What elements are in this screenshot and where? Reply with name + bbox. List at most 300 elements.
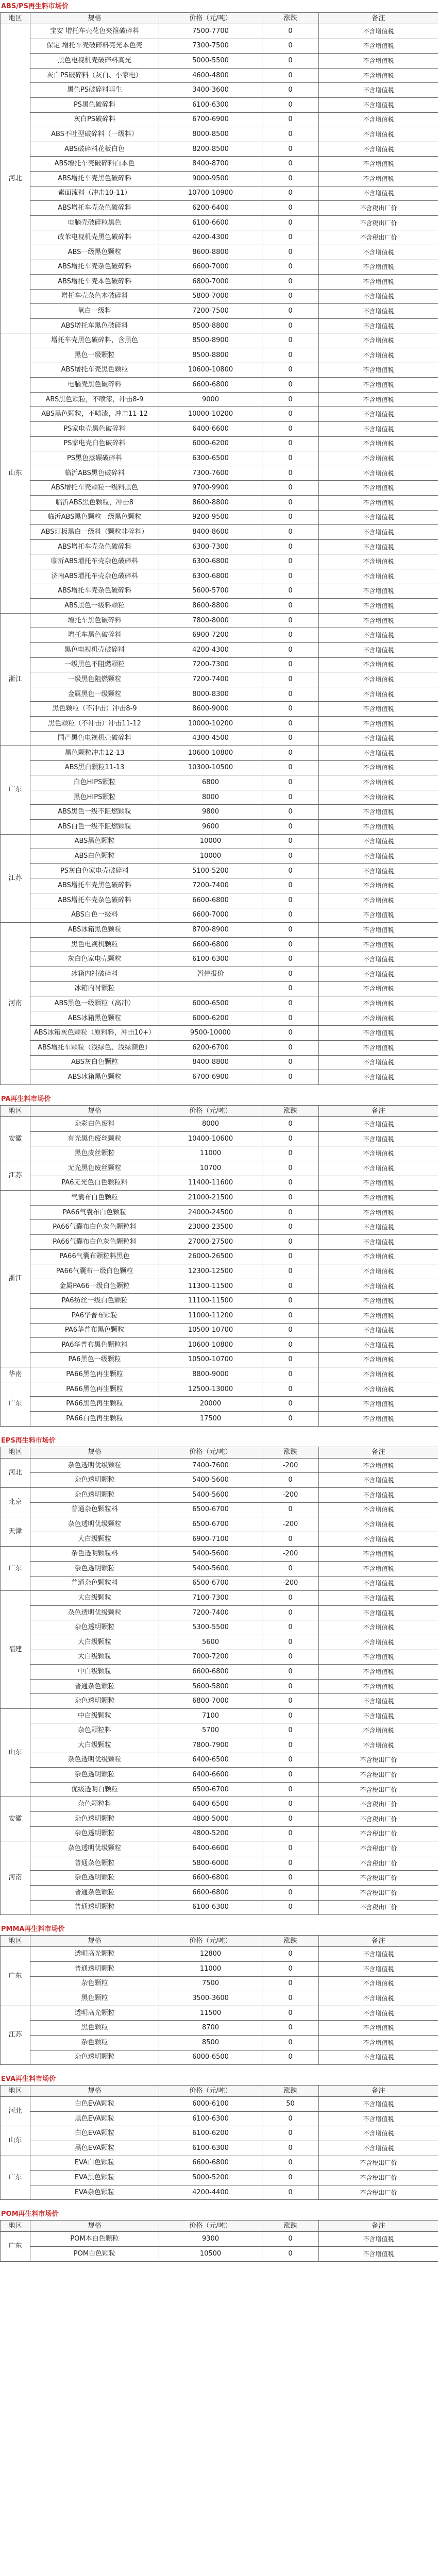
table-row xyxy=(1,1131,438,1146)
price-cell: 10500-10700 xyxy=(159,1352,262,1367)
price-cell: 10000-10200 xyxy=(159,716,262,731)
spec-cell: PS家电壳黑色破碎料 xyxy=(30,422,159,437)
note-cell: 不含税出厂价 xyxy=(319,1900,438,1915)
price-cell: 26000-26500 xyxy=(159,1249,262,1264)
price-cell: 6800-7000 xyxy=(159,1694,262,1709)
region-cell: 广东 xyxy=(1,1947,30,2006)
spec-cell: 杂色颗粒料 xyxy=(30,1797,159,1812)
price-cell: 8400-8600 xyxy=(159,525,262,540)
note-cell: 不含增值税 xyxy=(319,481,438,496)
change-cell: 0 xyxy=(262,2171,319,2185)
change-cell: 0 xyxy=(262,1694,319,1709)
change-cell: 0 xyxy=(262,599,319,614)
change-cell: 0 xyxy=(262,775,319,790)
table-row xyxy=(1,1040,438,1055)
spec-cell: ABS冰箱黑色颗粒 xyxy=(30,1011,159,1026)
price-cell: 6600-6800 xyxy=(159,893,262,908)
price-cell: 4800-5000 xyxy=(159,1812,262,1827)
region-cell: 山东 xyxy=(1,2126,30,2156)
note-cell: 不含增值税 xyxy=(319,436,438,451)
spec-cell: 临沂ABS黑色颗粒，冲击8 xyxy=(30,496,159,511)
price-cell: 6700-6900 xyxy=(159,112,262,127)
spec-cell: 杂色透明颗粒 xyxy=(30,1561,159,1576)
change-cell: 0 xyxy=(262,672,319,687)
spec-cell: 改苯电视机壳黑色破碎料 xyxy=(30,230,159,245)
price-cell: 8400-8800 xyxy=(159,1055,262,1070)
change-cell: 0 xyxy=(262,1886,319,1901)
change-cell: 0 xyxy=(262,1397,319,1412)
region-cell: 浙江 xyxy=(1,613,30,745)
change-cell: 0 xyxy=(262,863,319,878)
note-cell: 不含增值税 xyxy=(319,304,438,319)
region-cell: 广东 xyxy=(1,1547,30,1591)
note-cell: 不含税出厂价 xyxy=(319,1886,438,1901)
header-region: 地区 xyxy=(1,2221,30,2232)
spec-cell: 黑色电视机壳破碎料高光 xyxy=(30,54,159,69)
spec-cell: 白色HIPS颗粒 xyxy=(30,775,159,790)
spec-cell: 杂色颗粒 xyxy=(30,2035,159,2050)
price-section xyxy=(0,2074,438,2200)
region-cell: 江苏 xyxy=(1,2006,30,2064)
price-cell: 5000-5500 xyxy=(159,54,262,69)
change-cell: 0 xyxy=(262,215,319,230)
change-cell: 0 xyxy=(262,642,319,657)
table-row xyxy=(1,554,438,569)
spec-cell: 有光黑色废丝颗粒 xyxy=(30,1131,159,1146)
note-cell: 不含增值税 xyxy=(319,657,438,672)
note-cell: 不含增值税 xyxy=(319,878,438,893)
change-cell: 0 xyxy=(262,112,319,127)
note-cell: 不含增值税 xyxy=(319,996,438,1011)
price-cell: 7200-7400 xyxy=(159,672,262,687)
price-cell: 8600-8800 xyxy=(159,245,262,260)
note-cell: 不含税出厂价 xyxy=(319,2156,438,2171)
table-row xyxy=(1,849,438,864)
header-price: 价格（元/吨） xyxy=(159,1447,262,1458)
change-cell: 0 xyxy=(262,318,319,333)
price-cell: 9000-9500 xyxy=(159,171,262,186)
change-cell: 0 xyxy=(262,1473,319,1488)
note-cell: 不含增值税 xyxy=(319,1561,438,1576)
price-cell: 6400-6600 xyxy=(159,1841,262,1856)
header-region: 地区 xyxy=(1,1447,30,1458)
spec-cell: POM本白色颗粒 xyxy=(30,2232,159,2247)
price-cell: 6600-6800 xyxy=(159,2156,262,2171)
note-cell: 不含税出厂价 xyxy=(319,1782,438,1797)
change-cell: 0 xyxy=(262,1826,319,1841)
price-cell: 7200-7400 xyxy=(159,878,262,893)
note-cell: 不含增值税 xyxy=(319,1991,438,2006)
note-cell: 不含增值税 xyxy=(319,1011,438,1026)
table-header-row xyxy=(1,2221,438,2232)
change-cell: 0 xyxy=(262,554,319,569)
table-row xyxy=(1,539,438,554)
spec-cell: 大白级颗粒 xyxy=(30,1650,159,1665)
spec-cell: PA66气囊布白色灰色颗粒料 xyxy=(30,1220,159,1235)
spec-cell: 金属PA66一级白色颗粒 xyxy=(30,1279,159,1294)
spec-cell: PA6黑色一级颗粒 xyxy=(30,1352,159,1367)
spec-cell: PA66气囊布白色颗粒 xyxy=(30,1205,159,1220)
spec-cell: 冰箱内衬颗粒 xyxy=(30,981,159,996)
note-cell: 不含增值税 xyxy=(319,746,438,761)
note-cell: 不含增值税 xyxy=(319,893,438,908)
table-row xyxy=(1,230,438,245)
spec-cell: 黑色电视机壳破碎料 xyxy=(30,642,159,657)
spec-cell: 金属黑色一级颗粒 xyxy=(30,687,159,702)
table-row xyxy=(1,1117,438,1132)
spec-cell: PA6华普布黑色颗粒料 xyxy=(30,1338,159,1353)
header-note: 备注 xyxy=(319,2086,438,2097)
change-cell: 0 xyxy=(262,1856,319,1871)
spec-cell: PS黑色破碎料 xyxy=(30,97,159,112)
spec-cell: 黑色颗粒（不冲击）冲击8-9 xyxy=(30,702,159,717)
price-cell: 5600-5800 xyxy=(159,1679,262,1694)
spec-cell: 杂色透明优级颗粒 xyxy=(30,1841,159,1856)
spec-cell: 普通杂色颗粒 xyxy=(30,1679,159,1694)
price-cell: 9000 xyxy=(159,392,262,407)
spec-cell: PA66气囊布颗粒料黑色 xyxy=(30,1249,159,1264)
change-cell: -200 xyxy=(262,1547,319,1562)
price-cell: 6000-6200 xyxy=(159,1011,262,1026)
price-cell: 7500 xyxy=(159,1976,262,1991)
spec-cell: 普通透明颗粒 xyxy=(30,1900,159,1915)
change-cell: 0 xyxy=(262,348,319,363)
table-row xyxy=(1,834,438,849)
price-cell: 6100-6200 xyxy=(159,2126,262,2141)
table-row xyxy=(1,378,438,393)
table-row xyxy=(1,702,438,717)
spec-cell: 增托车壳杂色本破碎料 xyxy=(30,289,159,304)
change-cell: 0 xyxy=(262,1635,319,1650)
change-cell: 0 xyxy=(262,1782,319,1797)
price-cell: 6600-6800 xyxy=(159,937,262,952)
region-cell: 河北 xyxy=(1,1458,30,1487)
note-cell: 不含增值税 xyxy=(319,407,438,422)
price-cell: 6500-6700 xyxy=(159,1782,262,1797)
price-cell: 6200-6700 xyxy=(159,1040,262,1055)
price-cell: 6600-6800 xyxy=(159,1886,262,1901)
table-row xyxy=(1,2111,438,2126)
price-cell: 9200-9500 xyxy=(159,510,262,525)
price-cell: 6600-6800 xyxy=(159,1871,262,1886)
change-cell: 0 xyxy=(262,245,319,260)
price-cell: 10000 xyxy=(159,849,262,864)
header-price: 价格（元/吨） xyxy=(159,1936,262,1947)
table-row xyxy=(1,481,438,496)
change-cell: 0 xyxy=(262,1205,319,1220)
change-cell: 0 xyxy=(262,1412,319,1427)
change-cell: 0 xyxy=(262,613,319,628)
table-row xyxy=(1,1294,438,1309)
change-cell: 0 xyxy=(262,97,319,112)
change-cell: 0 xyxy=(262,849,319,864)
spec-cell: ABS黑色一级料颗粒 xyxy=(30,599,159,614)
change-cell: 0 xyxy=(262,2050,319,2065)
table-row xyxy=(1,2126,438,2141)
spec-cell: 灰白色家电壳颗粒 xyxy=(30,952,159,967)
spec-cell: 白色EVA颗粒 xyxy=(30,2126,159,2141)
note-cell: 不含增值税 xyxy=(319,775,438,790)
note-cell: 不含增值税 xyxy=(319,1264,438,1279)
price-cell: 8800-9000 xyxy=(159,1367,262,1382)
table-row xyxy=(1,1176,438,1191)
change-cell: 0 xyxy=(262,893,319,908)
change-cell: 0 xyxy=(262,289,319,304)
note-cell: 不含增值税 xyxy=(319,2050,438,2065)
region-cell: 福建 xyxy=(1,1591,30,1709)
price-cell: 8600-8800 xyxy=(159,496,262,511)
price-cell: 8700-8900 xyxy=(159,923,262,938)
change-cell: 0 xyxy=(262,1146,319,1161)
table-row xyxy=(1,731,438,746)
table-row xyxy=(1,2141,438,2156)
change-cell: 0 xyxy=(262,201,319,216)
spec-cell: 大白级颗粒 xyxy=(30,1738,159,1753)
note-cell: 不含增值税 xyxy=(319,981,438,996)
spec-cell: 临沂ABS黑色破碎料 xyxy=(30,466,159,481)
note-cell: 不含增值税 xyxy=(319,1694,438,1709)
note-cell: 不含增值税 xyxy=(319,466,438,481)
spec-cell: 杂色颗粒 xyxy=(30,1976,159,1991)
table-row xyxy=(1,510,438,525)
spec-cell: ABS增托车壳黑色颗粒 xyxy=(30,363,159,378)
change-cell: 0 xyxy=(262,436,319,451)
note-cell: 不含税出厂价 xyxy=(319,1768,438,1783)
price-cell: 12500-13000 xyxy=(159,1382,262,1397)
spec-cell: ABS增托车壳颗粒一级料黑色 xyxy=(30,481,159,496)
price-cell: 6600-6800 xyxy=(159,1665,262,1680)
table-row xyxy=(1,1161,438,1176)
change-cell: 0 xyxy=(262,1797,319,1812)
note-cell: 不含增值税 xyxy=(319,790,438,805)
note-cell: 不含增值税 xyxy=(319,1367,438,1382)
price-cell: 5100-5200 xyxy=(159,863,262,878)
table-row xyxy=(1,363,438,378)
table-row xyxy=(1,496,438,511)
note-cell: 不含增值税 xyxy=(319,539,438,554)
change-cell: 0 xyxy=(262,186,319,201)
spec-cell: ABS冰箱黑色颗粒 xyxy=(30,923,159,938)
change-cell: 0 xyxy=(262,39,319,54)
spec-cell: 大白级颗粒 xyxy=(30,1591,159,1606)
spec-cell: ABS增托车壳破碎料白本色 xyxy=(30,157,159,172)
table-row xyxy=(1,1812,438,1827)
table-row xyxy=(1,657,438,672)
spec-cell: ABS一级黑色颗粒 xyxy=(30,245,159,260)
spec-cell: PA66黑色再生颗粒 xyxy=(30,1367,159,1382)
table-row xyxy=(1,1871,438,1886)
region-cell: 安徽 xyxy=(1,1797,30,1841)
header-spec: 规格 xyxy=(30,13,159,24)
table-row xyxy=(1,1205,438,1220)
spec-cell: PA6华普布颗粒 xyxy=(30,1308,159,1323)
price-cell: 6000-6100 xyxy=(159,2097,262,2112)
header-spec: 规格 xyxy=(30,1447,159,1458)
table-row xyxy=(1,775,438,790)
table-row xyxy=(1,996,438,1011)
price-cell: 10000-10200 xyxy=(159,407,262,422)
table-row xyxy=(1,1576,438,1591)
note-cell: 不含增值税 xyxy=(319,628,438,643)
note-cell: 不含增值税 xyxy=(319,1117,438,1132)
table-row xyxy=(1,1591,438,1606)
spec-cell: ABS灰白色颗粒 xyxy=(30,1055,159,1070)
table-row xyxy=(1,54,438,69)
table-row xyxy=(1,893,438,908)
spec-cell: ABS黑色颗粒，不喷漆，冲击11-12 xyxy=(30,407,159,422)
note-cell: 不含增值税 xyxy=(319,2246,438,2261)
change-cell: 0 xyxy=(262,760,319,775)
spec-cell: ABS增托车壳本色破碎料 xyxy=(30,275,159,290)
note-cell: 不含增值税 xyxy=(319,1679,438,1694)
change-cell: 0 xyxy=(262,260,319,275)
region-cell: 河北 xyxy=(1,2097,30,2126)
price-cell: 9800 xyxy=(159,805,262,820)
price-cell: 6800 xyxy=(159,775,262,790)
price-section xyxy=(0,1924,438,2065)
table-row xyxy=(1,790,438,805)
spec-cell: 优级透明白颗粒 xyxy=(30,1782,159,1797)
change-cell: 0 xyxy=(262,2111,319,2126)
region-cell: 广东 xyxy=(1,746,30,835)
change-cell: 0 xyxy=(262,923,319,938)
price-table xyxy=(0,1447,438,1915)
table-row xyxy=(1,687,438,702)
table-row xyxy=(1,39,438,54)
region-cell: 河南 xyxy=(1,923,30,1085)
change-cell: 0 xyxy=(262,569,319,584)
note-cell: 不含增值税 xyxy=(319,1487,438,1502)
table-row xyxy=(1,1841,438,1856)
note-cell: 不含增值税 xyxy=(319,1723,438,1738)
change-cell: 0 xyxy=(262,2126,319,2141)
change-cell: 0 xyxy=(262,805,319,820)
spec-cell: PA6无光色白色颗粒料 xyxy=(30,1176,159,1191)
table-row xyxy=(1,805,438,820)
table-row xyxy=(1,1458,438,1473)
change-cell: 0 xyxy=(262,83,319,98)
change-cell: 0 xyxy=(262,1561,319,1576)
note-cell: 不含增值税 xyxy=(319,1308,438,1323)
price-cell: 6300-6800 xyxy=(159,569,262,584)
price-cell: 11100-11500 xyxy=(159,1294,262,1309)
note-cell: 不含增值税 xyxy=(319,731,438,746)
header-spec: 规格 xyxy=(30,2221,159,2232)
price-cell: 8000 xyxy=(159,790,262,805)
change-cell: 0 xyxy=(262,24,319,39)
spec-cell: 一级黑色阻燃颗粒 xyxy=(30,672,159,687)
change-cell: 0 xyxy=(262,1679,319,1694)
price-cell: 11500 xyxy=(159,2006,262,2021)
price-cell: 11000 xyxy=(159,1961,262,1976)
change-cell: 0 xyxy=(262,1871,319,1886)
price-cell: 7800-8000 xyxy=(159,613,262,628)
price-cell: 11300-11500 xyxy=(159,1279,262,1294)
note-cell: 不含增值税 xyxy=(319,2097,438,2112)
note-cell: 不含增值税 xyxy=(319,716,438,731)
change-cell: 0 xyxy=(262,2035,319,2050)
price-cell: 6500-6700 xyxy=(159,1502,262,1517)
price-cell: 6900-7100 xyxy=(159,1532,262,1547)
note-cell: 不含增值税 xyxy=(319,1279,438,1294)
table-row xyxy=(1,24,438,39)
price-cell: 6400-6500 xyxy=(159,1753,262,1768)
price-cell: 10700 xyxy=(159,1161,262,1176)
spec-cell: PA66气囊布白色灰色颗粒料 xyxy=(30,1234,159,1249)
change-cell: 0 xyxy=(262,790,319,805)
note-cell: 不含增值税 xyxy=(319,702,438,717)
price-cell: 23000-23500 xyxy=(159,1220,262,1235)
note-cell: 不含增值税 xyxy=(319,1620,438,1635)
note-cell: 不含增值税 xyxy=(319,1591,438,1606)
change-cell: 0 xyxy=(262,2232,319,2247)
spec-cell: PA66白色再生颗粒 xyxy=(30,1412,159,1427)
change-cell: 0 xyxy=(262,1026,319,1041)
change-cell: 0 xyxy=(262,1502,319,1517)
table-row xyxy=(1,1886,438,1901)
table-row xyxy=(1,2006,438,2021)
note-cell: 不含增值税 xyxy=(319,805,438,820)
price-cell: 10500 xyxy=(159,2246,262,2261)
price-cell: 5400-5600 xyxy=(159,1487,262,1502)
spec-cell: 普通杂色颗粒料 xyxy=(30,1502,159,1517)
table-row xyxy=(1,1055,438,1070)
section-title: PMMA再生料市场价 xyxy=(1,1925,65,1934)
note-cell: 不含增值税 xyxy=(319,1176,438,1191)
note-cell: 不含增值税 xyxy=(319,83,438,98)
price-cell: 8500 xyxy=(159,2035,262,2050)
change-cell: 0 xyxy=(262,746,319,761)
change-cell: 0 xyxy=(262,820,319,835)
price-cell: 7800-7900 xyxy=(159,1738,262,1753)
table-row xyxy=(1,599,438,614)
price-cell: 6000-6500 xyxy=(159,996,262,1011)
table-row xyxy=(1,1473,438,1488)
table-row xyxy=(1,142,438,157)
note-cell: 不含增值税 xyxy=(319,451,438,466)
spec-cell: 临沂ABS黑色颗粒一级黑色颗粒 xyxy=(30,510,159,525)
change-cell: 0 xyxy=(262,171,319,186)
spec-cell: PS黑色蒸碾破碎料 xyxy=(30,451,159,466)
change-cell: 0 xyxy=(262,1234,319,1249)
note-cell: 不含增值税 xyxy=(319,937,438,952)
spec-cell: 普通杂色颗粒 xyxy=(30,1856,159,1871)
note-cell: 不含增值税 xyxy=(319,127,438,142)
change-cell: 0 xyxy=(262,407,319,422)
change-cell: 0 xyxy=(262,967,319,982)
price-cell: 9700-9900 xyxy=(159,481,262,496)
spec-cell: 灰白PS破碎料（灰白、小家电） xyxy=(30,68,159,83)
table-row xyxy=(1,171,438,186)
price-cell: 6100-6600 xyxy=(159,215,262,230)
change-cell: 0 xyxy=(262,628,319,643)
spec-cell: 杂色透明颗粒 xyxy=(30,1812,159,1827)
note-cell: 不含增值税 xyxy=(319,333,438,348)
change-cell: 0 xyxy=(262,230,319,245)
spec-cell: 黑色废丝颗粒 xyxy=(30,1146,159,1161)
note-cell: 不含增值税 xyxy=(319,1412,438,1427)
note-cell: 不含增值税 xyxy=(319,642,438,657)
change-cell: 0 xyxy=(262,1708,319,1723)
change-cell: 0 xyxy=(262,1220,319,1235)
change-cell: 0 xyxy=(262,1900,319,1915)
spec-cell: PA66黑色再生颗粒 xyxy=(30,1397,159,1412)
section-title: ABS/PS再生料市场价 xyxy=(1,3,69,10)
price-cell xyxy=(159,981,262,996)
header-spec: 规格 xyxy=(30,1936,159,1947)
change-cell: 0 xyxy=(262,451,319,466)
price-cell: 4200-4400 xyxy=(159,2185,262,2200)
